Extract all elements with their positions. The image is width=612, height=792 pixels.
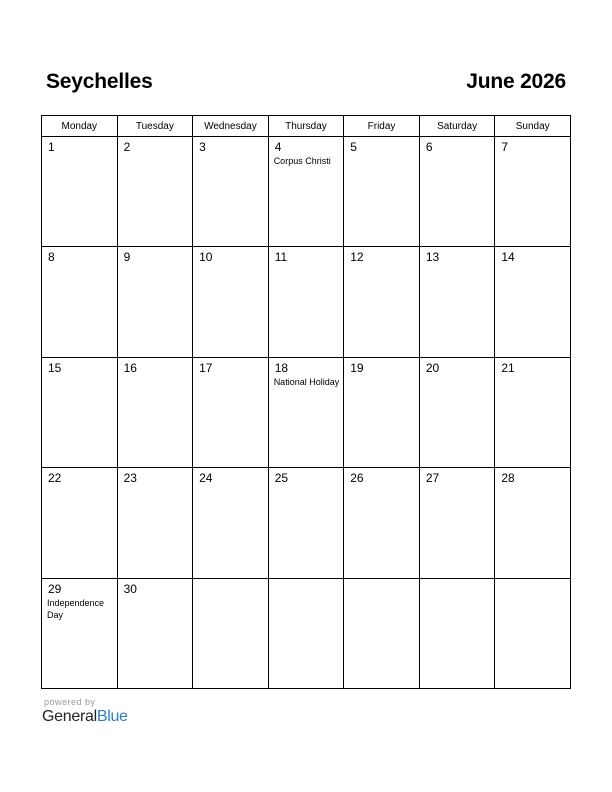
day-cell (42, 357, 118, 467)
day-number: 8 (48, 250, 55, 265)
day-number: 17 (199, 360, 213, 375)
day-cell (419, 357, 495, 467)
logo-text-general: General (42, 708, 97, 725)
day-cell (419, 578, 495, 688)
day-number: 10 (199, 250, 213, 265)
day-number: 11 (274, 250, 288, 265)
day-cell (268, 357, 344, 467)
day-cell (117, 137, 193, 247)
holiday-label: Independence Day (47, 597, 105, 620)
day-number: 15 (48, 360, 62, 375)
day-cell (344, 247, 420, 357)
holiday-label: National Holiday (273, 376, 340, 387)
day-number (269, 579, 344, 582)
country-title: Seychelles (46, 70, 153, 93)
day-cell (268, 578, 344, 688)
weekday-header-row (42, 116, 571, 137)
day-cell (193, 468, 269, 578)
day-number: 22 (48, 471, 62, 486)
day-number: 28 (501, 471, 515, 486)
day-number: 18 (274, 360, 289, 375)
day-number (193, 579, 268, 582)
day-number: 26 (350, 471, 364, 486)
day-number: 27 (425, 471, 440, 486)
day-cell (495, 468, 571, 578)
weekday-header: Saturday (419, 116, 495, 137)
day-cell (344, 578, 420, 688)
day-cell (344, 137, 420, 247)
day-cell (419, 137, 495, 247)
powered-by-text: powered by (44, 697, 96, 707)
day-number (495, 579, 570, 582)
weekday-header: Friday (344, 116, 420, 137)
day-cell (42, 578, 118, 688)
day-cell (117, 247, 193, 357)
day-cell (42, 247, 118, 357)
weekday-header: Wednesday (193, 116, 269, 137)
day-cell (268, 247, 344, 357)
day-number: 3 (199, 140, 206, 154)
day-number: 4 (274, 140, 282, 154)
weekday-header: Tuesday (117, 116, 193, 137)
day-number: 1 (48, 140, 55, 154)
weekday-header: Monday (42, 116, 118, 137)
calendar-grid (41, 115, 571, 689)
day-number: 25 (274, 471, 289, 486)
week-row (42, 357, 571, 467)
day-number (420, 579, 495, 582)
day-number: 23 (123, 471, 137, 486)
day-number: 2 (123, 140, 131, 154)
day-cell (344, 357, 420, 467)
day-number: 14 (501, 250, 515, 265)
weekday-header: Sunday (495, 116, 571, 137)
week-row (42, 468, 571, 578)
day-cell (419, 247, 495, 357)
day-cell (193, 247, 269, 357)
day-number: 9 (123, 250, 131, 265)
day-number: 7 (501, 140, 509, 154)
day-number: 30 (123, 581, 137, 596)
month-year-title: June 2026 (466, 70, 566, 93)
day-cell (42, 468, 118, 578)
day-number: 13 (425, 250, 440, 265)
day-cell (42, 137, 118, 247)
day-cell (268, 468, 344, 578)
day-cell (193, 357, 269, 467)
day-number: 24 (199, 471, 213, 486)
day-cell (193, 137, 269, 247)
day-number: 16 (123, 360, 137, 375)
day-number: 12 (350, 250, 364, 265)
day-number: 6 (425, 140, 433, 154)
day-number: 5 (350, 140, 357, 154)
day-cell (193, 578, 269, 688)
day-cell (344, 468, 420, 578)
weekday-header: Thursday (268, 116, 344, 137)
day-cell (117, 357, 193, 467)
week-row (42, 247, 571, 357)
logo-text-blue: Blue (96, 708, 128, 725)
day-cell (495, 357, 571, 467)
holiday-label: Corpus Christi (273, 156, 331, 166)
day-cell (495, 247, 571, 357)
week-row (42, 578, 571, 688)
day-cell (419, 468, 495, 578)
week-row (42, 137, 571, 247)
day-cell (117, 578, 193, 688)
day-cell (268, 137, 344, 247)
day-number: 19 (350, 360, 364, 375)
day-number: 29 (48, 581, 62, 596)
day-number (344, 579, 419, 582)
day-number: 21 (501, 360, 515, 375)
day-cell (117, 468, 193, 578)
day-cell (495, 578, 571, 688)
day-cell (495, 137, 571, 247)
generalblue-logo (42, 708, 128, 726)
day-number: 20 (425, 360, 440, 375)
